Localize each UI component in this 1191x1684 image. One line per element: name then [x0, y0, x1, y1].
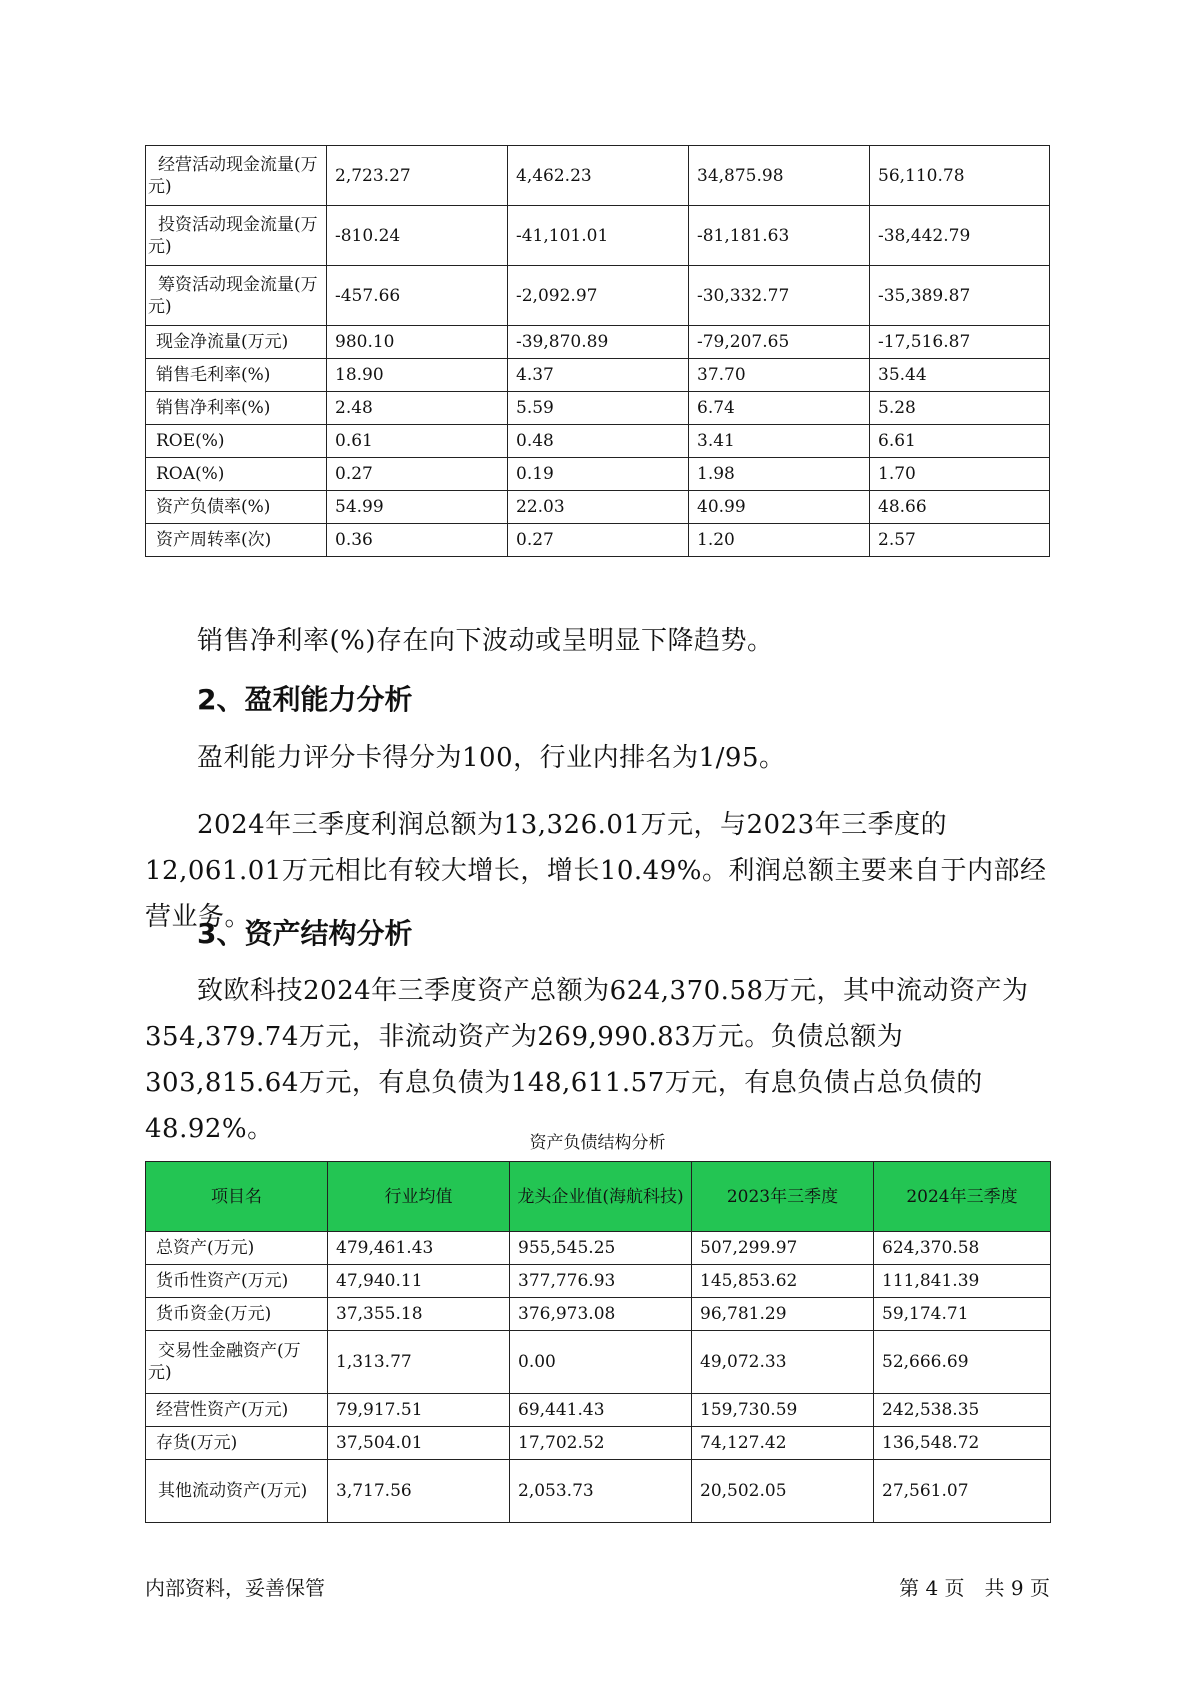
column-header: 2024年三季度 — [874, 1162, 1051, 1232]
table-row — [146, 491, 1050, 524]
table-cell: 4,462.23 — [508, 146, 689, 206]
table-row — [146, 1298, 1051, 1331]
assets-paragraph: 致欧科技2024年三季度资产总额为624,370.58万元，其中流动资产为354,379.74万元，非流动资产为269,990.83万元。负债总额为303,815.64万元，有息负债为148,611.57万元，有息负债占总负债的48.92%。 — [145, 976, 1029, 1144]
table-cell: 56,110.78 — [870, 146, 1050, 206]
table-cell: 52,666.69 — [874, 1331, 1051, 1394]
table-cell: -810.24 — [327, 206, 508, 266]
table-cell: 2,053.73 — [510, 1460, 692, 1523]
table-cell: 242,538.35 — [874, 1394, 1051, 1427]
table-cell: -81,181.63 — [689, 206, 870, 266]
row-label: 投资活动现金流量(万元) — [146, 206, 327, 266]
table-cell: 27,561.07 — [874, 1460, 1051, 1523]
table-cell: 34,875.98 — [689, 146, 870, 206]
table-cell: 18.90 — [327, 359, 508, 392]
table-cell: 624,370.58 — [874, 1232, 1051, 1265]
table-cell: -41,101.01 — [508, 206, 689, 266]
row-label: 交易性金融资产(万元) — [146, 1331, 328, 1394]
table-cell: 0.48 — [508, 425, 689, 458]
balance-structure-table — [145, 1161, 1051, 1523]
table-cell: 79,917.51 — [328, 1394, 510, 1427]
table-cell: 48.66 — [870, 491, 1050, 524]
table-cell: 96,781.29 — [692, 1298, 874, 1331]
column-header: 行业均值 — [328, 1162, 510, 1232]
score-paragraph: 盈利能力评分卡得分为100，行业内排名为1/95。 — [197, 743, 786, 773]
table-row — [146, 1331, 1051, 1394]
table-cell: 54.99 — [327, 491, 508, 524]
row-label: 存货(万元) — [146, 1427, 328, 1460]
table-row — [146, 425, 1050, 458]
table-caption: 资产负债结构分析 — [529, 1133, 666, 1153]
profit-paragraph: 2024年三季度利润总额为13,326.01万元，与2023年三季度的12,061.01万元相比有较大增长，增长10.49%。利润总额主要来自于内部经营业务。 — [145, 810, 1047, 932]
table-cell: 0.27 — [508, 524, 689, 557]
table-cell: 2.48 — [327, 392, 508, 425]
table-cell: 69,441.43 — [510, 1394, 692, 1427]
table-cell: 47,940.11 — [328, 1265, 510, 1298]
table-cell: -30,332.77 — [689, 266, 870, 326]
footer-page-number: 第 4 页 共 9 页 — [899, 1576, 1050, 1600]
table-cell: 980.10 — [327, 326, 508, 359]
table-cell: 0.00 — [510, 1331, 692, 1394]
row-label: 筹资活动现金流量(万元) — [146, 266, 327, 326]
table-row — [146, 392, 1050, 425]
table-cell: -39,870.89 — [508, 326, 689, 359]
column-header: 2023年三季度 — [692, 1162, 874, 1232]
table-row — [146, 266, 1050, 326]
table-cell: 49,072.33 — [692, 1331, 874, 1394]
table-cell: -35,389.87 — [870, 266, 1050, 326]
row-label: 总资产(万元) — [146, 1232, 328, 1265]
table-cell: 145,853.62 — [692, 1265, 874, 1298]
table-cell: 1,313.77 — [328, 1331, 510, 1394]
table-row — [146, 1427, 1051, 1460]
table-cell: 1.98 — [689, 458, 870, 491]
table-row — [146, 458, 1050, 491]
row-label: ROE(%) — [146, 425, 327, 458]
footer-confidential-note: 内部资料，妥善保管 — [145, 1576, 325, 1600]
row-label: 经营性资产(万元) — [146, 1394, 328, 1427]
row-label: ROA(%) — [146, 458, 327, 491]
column-header: 项目名 — [146, 1162, 328, 1232]
table-cell: -457.66 — [327, 266, 508, 326]
table-cell: -38,442.79 — [870, 206, 1050, 266]
table-cell: 0.61 — [327, 425, 508, 458]
table-row — [146, 524, 1050, 557]
table-cell: 5.28 — [870, 392, 1050, 425]
table-cell: 37,504.01 — [328, 1427, 510, 1460]
net-margin-paragraph: 销售净利率(%)存在向下波动或呈明显下降趋势。 — [197, 626, 774, 656]
table-cell: 136,548.72 — [874, 1427, 1051, 1460]
table-cell: 0.27 — [327, 458, 508, 491]
table-cell: 40.99 — [689, 491, 870, 524]
table-cell: 479,461.43 — [328, 1232, 510, 1265]
table-cell: -17,516.87 — [870, 326, 1050, 359]
table-row — [146, 1265, 1051, 1298]
table-cell: 37.70 — [689, 359, 870, 392]
table-cell: 376,973.08 — [510, 1298, 692, 1331]
table-cell: 3,717.56 — [328, 1460, 510, 1523]
section-heading-profitability: 2、盈利能力分析 — [197, 683, 413, 716]
table-cell: 37,355.18 — [328, 1298, 510, 1331]
row-label: 其他流动资产(万元) — [146, 1460, 328, 1523]
row-label: 经营活动现金流量(万元) — [146, 146, 327, 206]
table-row — [146, 1394, 1051, 1427]
table-cell: 59,174.71 — [874, 1298, 1051, 1331]
column-header: 龙头企业值(海航科技) — [510, 1162, 692, 1232]
table-cell: 377,776.93 — [510, 1265, 692, 1298]
table-cell: 20,502.05 — [692, 1460, 874, 1523]
financial-indicators-table — [145, 145, 1050, 557]
table-cell: 2.57 — [870, 524, 1050, 557]
row-label: 销售毛利率(%) — [146, 359, 327, 392]
row-label: 现金净流量(万元) — [146, 326, 327, 359]
table-row — [146, 1232, 1051, 1265]
table-cell: 22.03 — [508, 491, 689, 524]
row-label: 资产周转率(次) — [146, 524, 327, 557]
table-cell: 17,702.52 — [510, 1427, 692, 1460]
row-label: 资产负债率(%) — [146, 491, 327, 524]
table-cell: 2,723.27 — [327, 146, 508, 206]
table-cell: 35.44 — [870, 359, 1050, 392]
table-row — [146, 206, 1050, 266]
table-cell: 111,841.39 — [874, 1265, 1051, 1298]
table-cell: -2,092.97 — [508, 266, 689, 326]
table-cell: 4.37 — [508, 359, 689, 392]
row-label: 货币资金(万元) — [146, 1298, 328, 1331]
section-heading-asset-structure: 3、资产结构分析 — [197, 917, 413, 950]
table-cell: 0.19 — [508, 458, 689, 491]
row-label: 货币性资产(万元) — [146, 1265, 328, 1298]
table-cell: 74,127.42 — [692, 1427, 874, 1460]
table-cell: 1.70 — [870, 458, 1050, 491]
table-header-row — [146, 1162, 1051, 1232]
row-label: 销售净利率(%) — [146, 392, 327, 425]
table-cell: 6.74 — [689, 392, 870, 425]
table-cell: 1.20 — [689, 524, 870, 557]
table-row — [146, 1460, 1051, 1523]
table-cell: -79,207.65 — [689, 326, 870, 359]
table-row — [146, 146, 1050, 206]
table-cell: 0.36 — [327, 524, 508, 557]
table-cell: 955,545.25 — [510, 1232, 692, 1265]
table-cell: 159,730.59 — [692, 1394, 874, 1427]
table-cell: 6.61 — [870, 425, 1050, 458]
table-cell: 507,299.97 — [692, 1232, 874, 1265]
table-cell: 3.41 — [689, 425, 870, 458]
table-cell: 5.59 — [508, 392, 689, 425]
table-row — [146, 326, 1050, 359]
table-row — [146, 359, 1050, 392]
